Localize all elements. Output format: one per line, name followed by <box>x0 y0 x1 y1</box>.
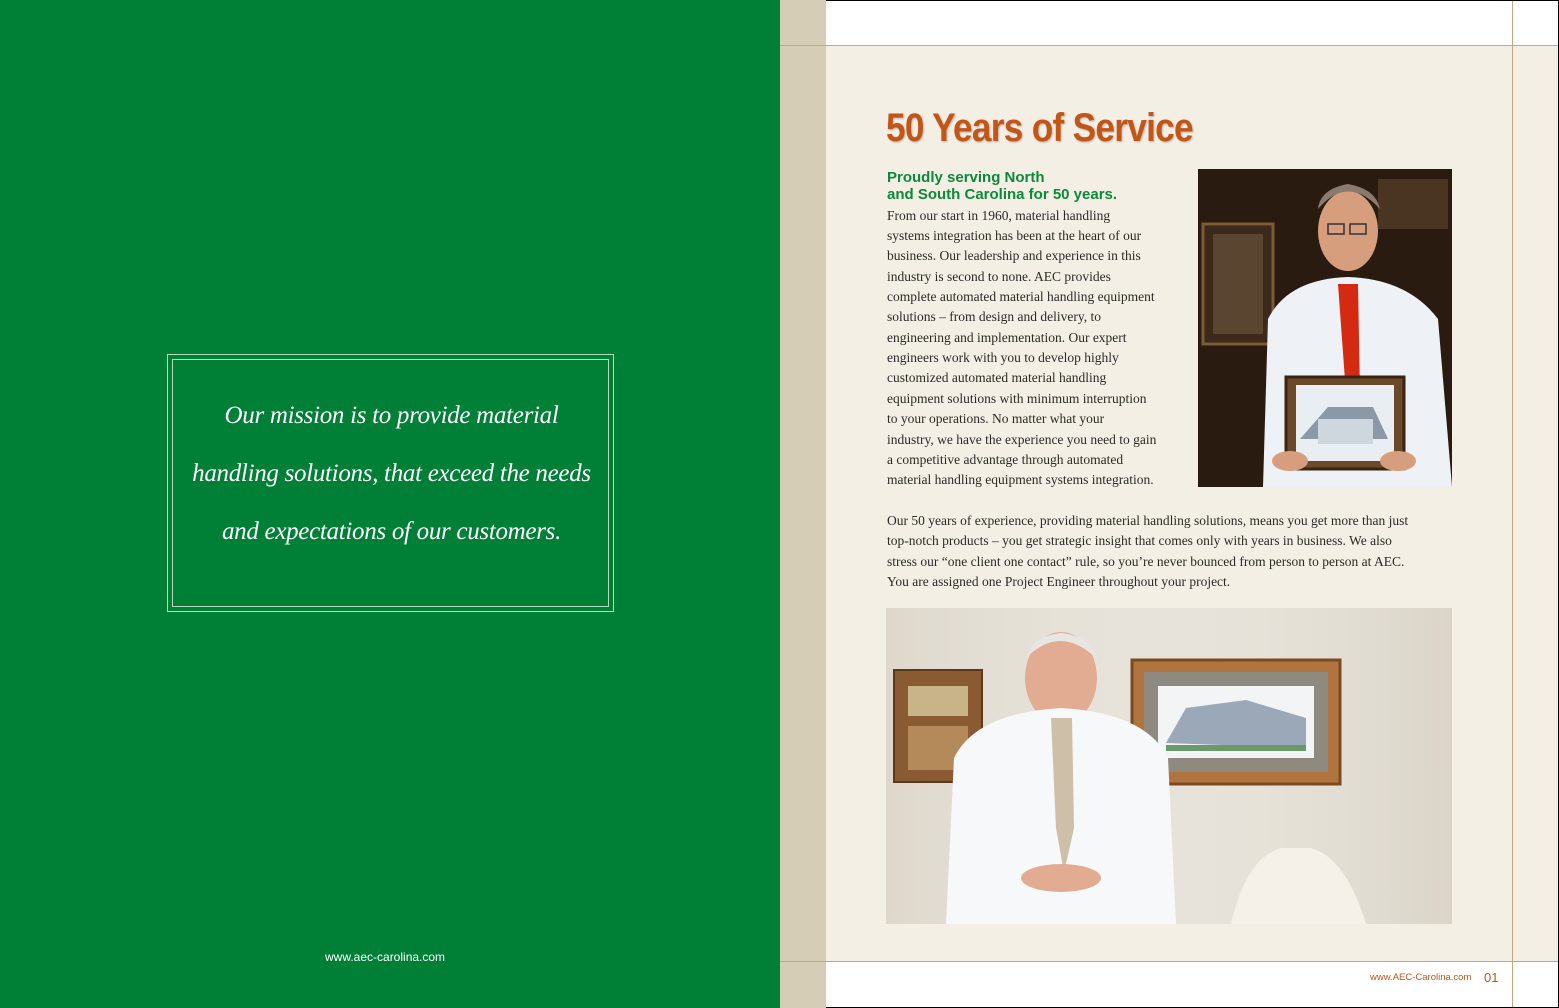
body-line: From our start in 1960, material handling <box>887 208 1111 223</box>
body-line: to your operations. No matter what your <box>887 411 1105 426</box>
mission-line-1: Our mission is to provide material <box>224 402 559 429</box>
subheading-line-1: Proudly serving North <box>887 169 1045 186</box>
mission-statement-frame <box>167 354 614 612</box>
body-line: equipment solutions with minimum interruption <box>887 391 1147 406</box>
top-rule <box>780 45 1559 46</box>
mission-line-2: handling solutions, that exceed the needs <box>192 460 591 487</box>
page-number: 01 <box>1484 970 1499 985</box>
body-line: industry is second to none. AEC provides <box>887 269 1111 284</box>
body-line: engineers work with you to develop highly <box>887 350 1119 365</box>
right-margin-rule <box>1512 0 1513 1008</box>
bottom-rule <box>780 961 1559 962</box>
subheading-line-2: and South Carolina for 50 years. <box>887 186 1118 203</box>
body-line: customized automated material handling <box>887 370 1107 385</box>
body-line: top-notch products – you get strategic insight that comes only with years in business. We also <box>887 533 1392 548</box>
left-page-url[interactable]: www.aec-carolina.com <box>325 950 446 964</box>
body-line: Our 50 years of experience, providing material handling solutions, means you get more than just <box>887 513 1409 528</box>
photo-man-standing-illustration <box>886 608 1452 924</box>
page-title: 50 Years of Service <box>886 106 1193 150</box>
mission-line-3: and expectations of our customers. <box>221 518 562 545</box>
photo-man-holding-frame <box>1198 169 1452 487</box>
spine-strip <box>780 0 826 1008</box>
body-line: You are assigned one Project Engineer throughout your project. <box>887 574 1231 589</box>
body-line: systems integration has been at the heart of our <box>887 228 1142 243</box>
body-line: stress our “one client one contact” rule, so you’re never bounced from person to person at AEC. <box>887 554 1405 569</box>
body-line: complete automated material handling equipment <box>887 289 1155 304</box>
body-line: solutions – from design and delivery, to <box>887 309 1101 324</box>
body-line: business. Our leadership and experience in this <box>887 248 1141 263</box>
body-line: a competitive advantage through automated <box>887 452 1124 467</box>
body-line: industry, we have the experience you need to gain <box>887 432 1157 447</box>
photo-man-holding-frame-illustration <box>1198 169 1452 487</box>
top-edge-line <box>826 0 1559 1</box>
body-line: material handling equipment systems integration. <box>887 472 1154 487</box>
footer-url[interactable]: www.AEC-Carolina.com <box>1370 972 1472 983</box>
body-line: engineering and implementation. Our expert <box>887 330 1127 345</box>
photo-man-standing <box>886 608 1452 924</box>
